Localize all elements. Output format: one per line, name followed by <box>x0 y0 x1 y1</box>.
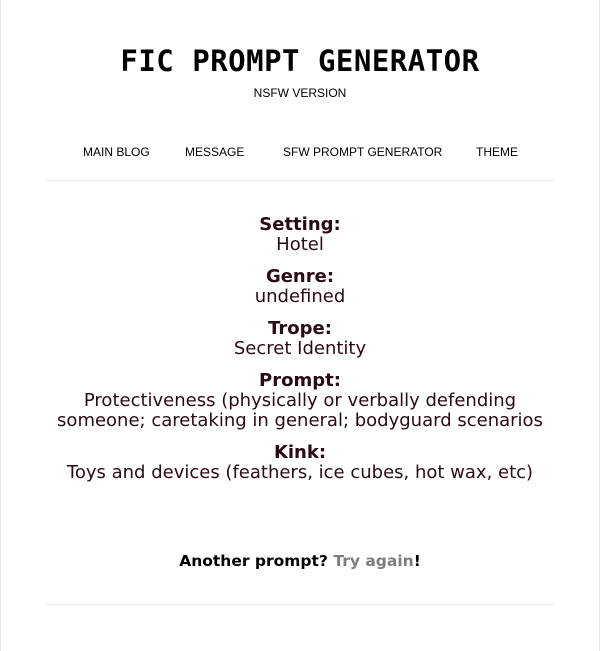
nav-theme-link[interactable]: THEME <box>476 145 518 159</box>
genre-field <box>0 267 600 307</box>
nav-message-link[interactable]: MESSAGE <box>185 145 245 159</box>
footer-divider <box>46 604 554 605</box>
site-title: FIC PROMPT GENERATOR <box>120 44 480 78</box>
kink-label: Kink: <box>273 442 327 463</box>
prompt-label: Prompt: <box>259 370 341 391</box>
kink-value: Toys and devices (feathers, ice cubes, hot wax, etc) <box>66 462 534 483</box>
main-nav <box>46 145 554 165</box>
trope-value: Secret Identity <box>233 338 367 359</box>
exclamation-text: ! <box>413 552 421 570</box>
prompt-field <box>0 371 600 431</box>
genre-label: Genre: <box>265 266 335 287</box>
prompt-result <box>0 215 600 495</box>
try-again-line <box>0 552 600 570</box>
try-again-link[interactable]: Try again <box>333 552 414 570</box>
nav-main-blog-link[interactable]: MAIN BLOG <box>83 145 150 159</box>
header-divider <box>46 180 554 181</box>
trope-field <box>0 319 600 359</box>
site-subtitle: NSFW VERSION <box>253 86 347 100</box>
setting-field <box>0 215 600 255</box>
genre-value: undefined <box>254 286 346 307</box>
setting-value: Hotel <box>276 234 324 255</box>
another-prompt-text: Another prompt? <box>179 552 328 570</box>
setting-label: Setting: <box>259 214 341 235</box>
nav-sfw-generator-link[interactable]: SFW PROMPT GENERATOR <box>283 145 443 159</box>
kink-field <box>0 443 600 483</box>
prompt-value: Protectiveness (physically or verbally defending someone; caretaking in general; bodyguard scenarios <box>57 390 543 431</box>
trope-label: Trope: <box>268 318 332 339</box>
